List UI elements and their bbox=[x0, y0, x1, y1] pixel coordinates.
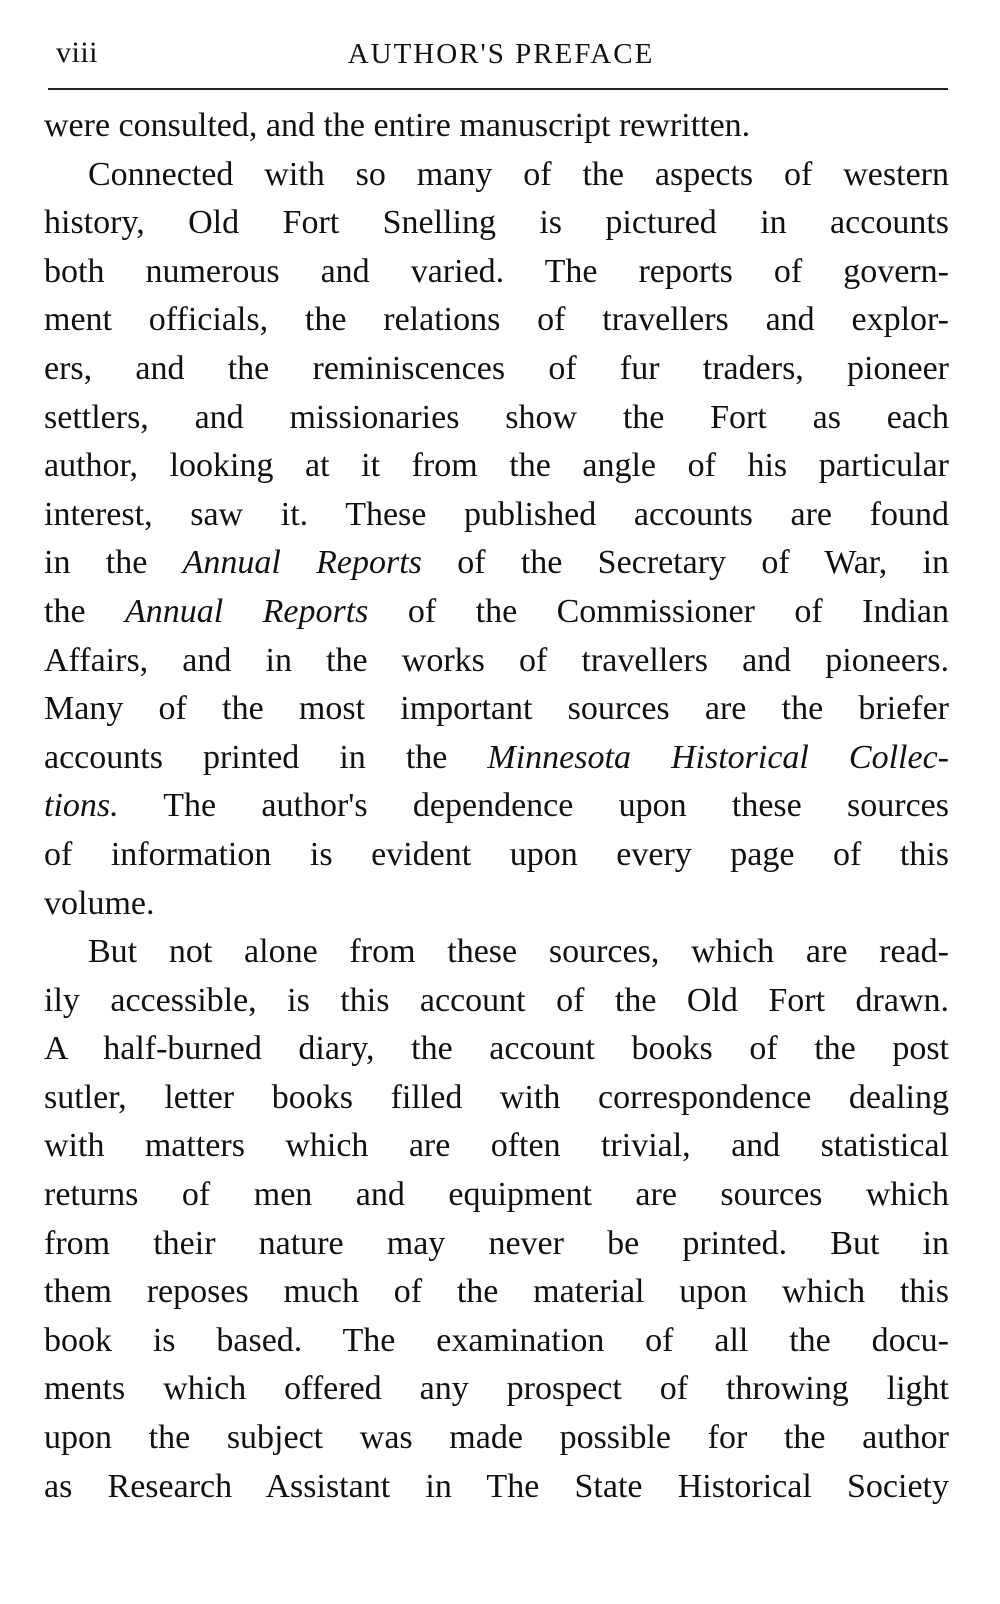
text-line: Many of the most important sources are the briefer bbox=[44, 690, 949, 728]
text-line: tions. The author's dependence upon these sources bbox=[44, 787, 949, 825]
text-line: the Annual Reports of the Commissioner of Indian bbox=[44, 592, 950, 630]
italic-title: tions. bbox=[44, 787, 119, 825]
text-line: volume. bbox=[44, 884, 155, 922]
text-line: interest, saw it. These published accounts are found bbox=[44, 495, 949, 533]
text-line: upon the subject was made possible for the author bbox=[44, 1419, 949, 1457]
text-line: from their nature may never be printed. But in bbox=[44, 1224, 949, 1262]
text-line: sutler, letter books filled with correspondence dealing bbox=[44, 1078, 949, 1116]
paragraph bbox=[44, 928, 949, 1511]
text-line: Affairs, and in the works of travellers and pioneers. bbox=[44, 641, 949, 679]
text-line: both numerous and varied. The reports of govern- bbox=[44, 252, 949, 290]
text-line: ment officials, the relations of travellers and explor- bbox=[44, 301, 949, 339]
italic-title: Annual Reports bbox=[182, 544, 422, 582]
text-line: were consulted, and the entire manuscript rewritten. bbox=[44, 107, 751, 144]
text-line: But not alone from these sources, which are read- bbox=[88, 933, 949, 971]
paragraph bbox=[44, 151, 949, 929]
paragraph bbox=[44, 102, 949, 151]
page-header bbox=[56, 30, 946, 80]
text-line: of information is evident upon every page of this bbox=[44, 835, 949, 873]
text-line: ily accessible, is this account of the Old Fort drawn. bbox=[44, 981, 949, 1019]
text-line: as Research Assistant in The State Historical Society bbox=[44, 1467, 949, 1505]
text-line: ments which offered any prospect of throwing light bbox=[44, 1370, 949, 1408]
text-line: Connected with so many of the aspects of western bbox=[88, 155, 949, 193]
text-line: A half-burned diary, the account books of the post bbox=[44, 1030, 949, 1068]
text-line: them reposes much of the material upon which this bbox=[44, 1273, 949, 1311]
text-line: with matters which are often trivial, and statistical bbox=[44, 1127, 949, 1165]
text-line: accounts printed in the Minnesota Historical Collec- bbox=[44, 738, 949, 776]
text-line: ers, and the reminiscences of fur traders, pioneer bbox=[44, 349, 949, 387]
page-number: viii bbox=[56, 36, 99, 69]
text-line: history, Old Fort Snelling is pictured in accounts bbox=[44, 204, 949, 242]
text-line: returns of men and equipment are sources which bbox=[44, 1176, 949, 1214]
header-rule bbox=[48, 88, 948, 90]
italic-title: Minnesota Historical Collec- bbox=[487, 738, 949, 776]
running-head-title: AUTHOR'S PREFACE bbox=[347, 38, 655, 70]
text-line: in the Annual Reports of the Secretary of War, in bbox=[44, 544, 950, 582]
text-line: settlers, and missionaries show the Fort as each bbox=[44, 398, 949, 436]
text-line: author, looking at it from the angle of his particular bbox=[44, 447, 949, 485]
italic-title: Annual Reports bbox=[124, 592, 369, 630]
text-line: book is based. The examination of all the docu- bbox=[44, 1321, 949, 1359]
body-text bbox=[44, 102, 949, 1511]
